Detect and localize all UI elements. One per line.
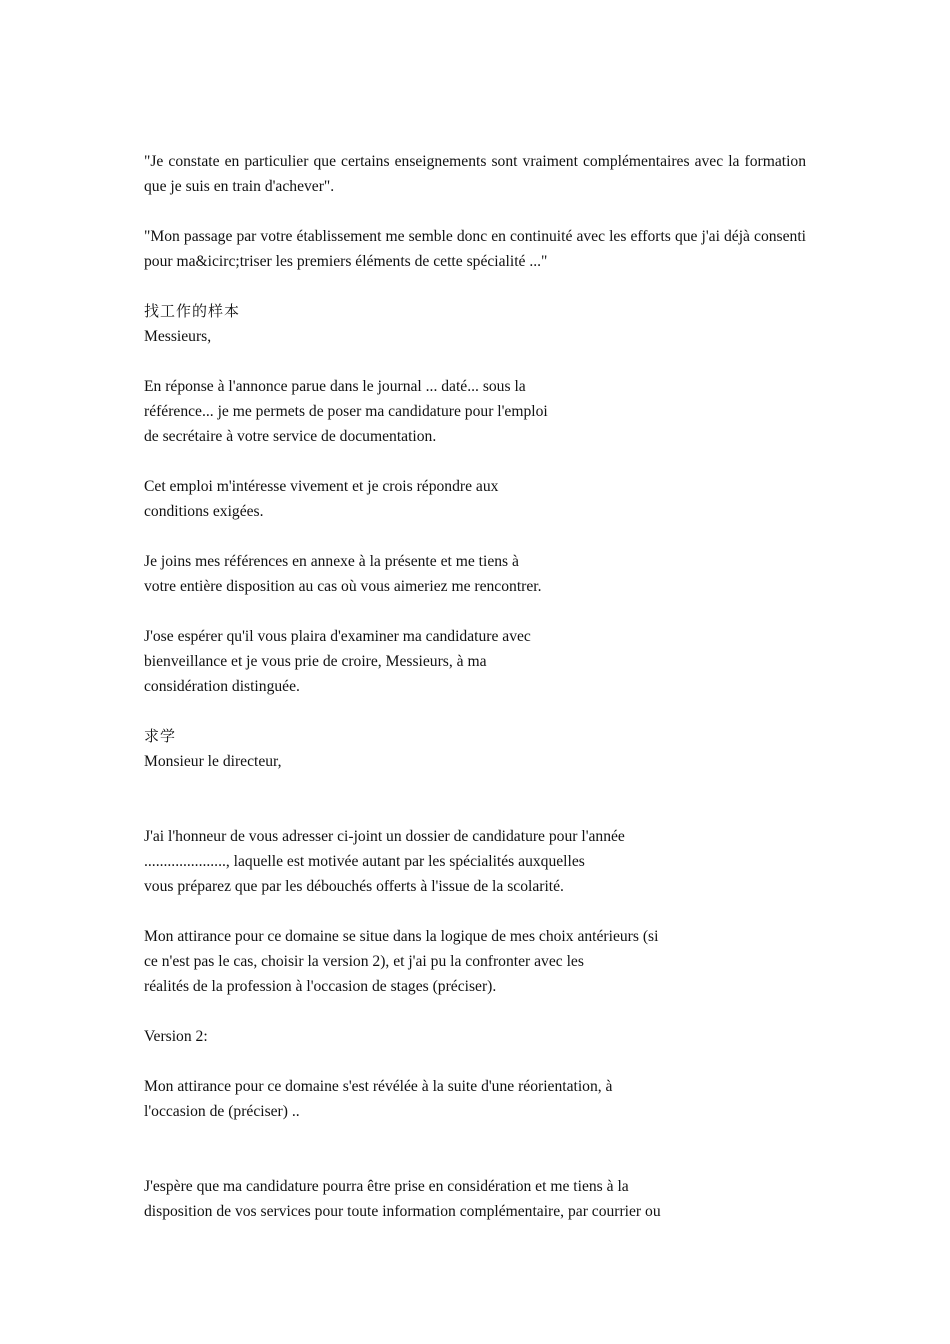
study-sample-heading: 求学 — [144, 727, 177, 745]
study-paragraph-3 — [144, 1074, 806, 1124]
text-line: votre entière disposition au cas où vous aimeriez me rencontrer. — [144, 578, 542, 595]
text-line: J'espère que ma candidature pourra être prise en considération et me tiens à la — [144, 1178, 629, 1195]
text-line: de secrétaire à votre service de documentation. — [144, 428, 437, 445]
quote-paragraph-2: "Mon passage par votre établissement me semble donc en continuité avec les efforts que j'ai déjà consenti pour ma&icirc;triser les premiers éléments de cette spécialité ..." — [144, 228, 806, 270]
text-line: bienveillance et je vous prie de croire, Messieurs, à ma — [144, 653, 487, 670]
spacer — [144, 274, 806, 299]
spacer — [144, 524, 806, 549]
version-label: Version 2: — [144, 1028, 208, 1045]
study-sample-section — [144, 724, 806, 1224]
job-sample-section — [144, 299, 806, 699]
spacer — [144, 999, 806, 1024]
job-sample-heading: 找工作的样本 — [144, 302, 241, 320]
text-line: réalités de la profession à l'occasion de stages (préciser). — [144, 978, 497, 995]
text-line: Mon attirance pour ce domaine se situe dans la logique de mes choix antérieurs (si — [144, 928, 659, 945]
text-line: référence... je me permets de poser ma candidature pour l'emploi — [144, 403, 548, 420]
spacer — [144, 349, 806, 374]
spacer — [144, 1124, 806, 1174]
text-line: l'occasion de (préciser) .. — [144, 1103, 300, 1120]
study-salutation: Monsieur le directeur, — [144, 753, 282, 770]
spacer — [144, 199, 806, 224]
text-line: ce n'est pas le cas, choisir la version 2), et j'ai pu la confronter avec les — [144, 953, 584, 970]
document-page — [144, 149, 806, 1224]
text-line: vous préparez que par les débouchés offerts à l'issue de la scolarité. — [144, 878, 564, 895]
job-salutation: Messieurs, — [144, 328, 212, 345]
text-line: J'ose espérer qu'il vous plaira d'examiner ma candidature avec — [144, 628, 531, 645]
text-line: conditions exigées. — [144, 503, 264, 520]
text-line: J'ai l'honneur de vous adresser ci-joint un dossier de candidature pour l'année — [144, 828, 625, 845]
job-paragraph-2 — [144, 474, 806, 524]
spacer — [144, 599, 806, 624]
text-line: considération distinguée. — [144, 678, 300, 695]
study-paragraph-2 — [144, 924, 806, 999]
job-paragraph-3 — [144, 549, 806, 599]
spacer — [144, 449, 806, 474]
spacer — [144, 699, 806, 724]
text-line: Cet emploi m'intéresse vivement et je crois répondre aux — [144, 478, 499, 495]
text-line: disposition de vos services pour toute information complémentaire, par courrier ou — [144, 1203, 661, 1220]
job-paragraph-1 — [144, 374, 806, 449]
study-paragraph-1 — [144, 824, 806, 899]
spacer — [144, 899, 806, 924]
quote-paragraph-1: "Je constate en particulier que certains enseignements sont vraiment complémentaires avec la formation que je suis en train d'achever". — [144, 153, 806, 195]
text-line: Mon attirance pour ce domaine s'est révélée à la suite d'une réorientation, à — [144, 1078, 613, 1095]
text-line: En réponse à l'annonce parue dans le journal ... daté... sous la — [144, 378, 526, 395]
study-paragraph-4 — [144, 1174, 806, 1224]
spacer — [144, 774, 806, 824]
text-line: ....................., laquelle est motivée autant par les spécialités auxquelles — [144, 853, 585, 870]
text-line: Je joins mes références en annexe à la présente et me tiens à — [144, 553, 519, 570]
spacer — [144, 1049, 806, 1074]
job-paragraph-4 — [144, 624, 806, 699]
